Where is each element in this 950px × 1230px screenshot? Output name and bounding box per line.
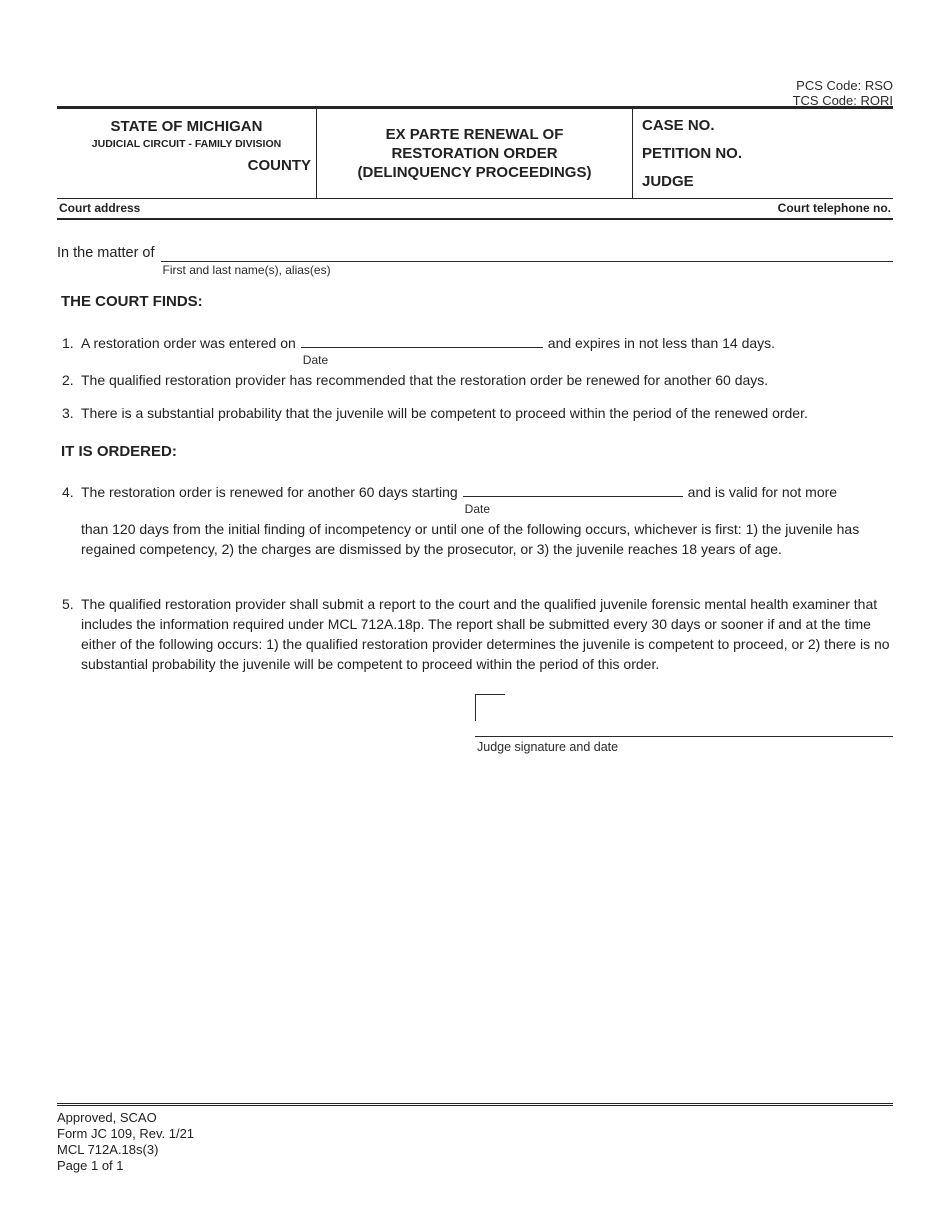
order-5-text: The qualified restoration provider shall submit a report to the court and the qualified juvenile forensic mental health examiner that includes the information required under MCL 712A.18p. The report shall be submitted every 30 days or sooner if and at the time either of the following occurs: 1) the qualified restoration provider determines the juvenile is competent to proceed, or 2) there is no substantial probability the juvenile will be competent to proceed within the period of this order. xyxy=(81,596,890,672)
page-number-label: Page 1 of 1 xyxy=(57,1158,124,1173)
signature-box-corner xyxy=(475,694,505,721)
judge-label: JUDGE xyxy=(642,173,694,190)
court-address-label: Court address xyxy=(59,201,141,215)
petition-no-label: PETITION NO. xyxy=(642,145,743,162)
finding-1-text-after: and expires in not less than 14 days. xyxy=(547,335,776,351)
judge-signature-field[interactable] xyxy=(475,736,893,737)
finding-item-1 xyxy=(62,333,890,367)
matter-of-row xyxy=(57,243,893,277)
order-item-5 xyxy=(62,594,890,674)
finding-3-text: There is a substantial probability that the juvenile will be competent to proceed within the period of the renewed order. xyxy=(81,405,808,421)
finding-1-number: 1. xyxy=(62,335,74,351)
finding-1-text-before: A restoration order was entered on xyxy=(81,335,296,351)
approved-scao-label: Approved, SCAO xyxy=(57,1110,157,1125)
judge-signature-caption: Judge signature and date xyxy=(477,740,619,754)
form-title-line-3: (DELINQUENCY PROCEEDINGS) xyxy=(357,164,592,181)
court-telephone-label: Court telephone no. xyxy=(777,201,891,215)
it-is-ordered-heading: IT IS ORDERED: xyxy=(61,443,177,460)
tcs-code: TCS Code: RORI xyxy=(792,93,893,108)
footer-block xyxy=(57,1110,194,1174)
juvenile-name-hint: First and last name(s), alias(es) xyxy=(162,263,331,277)
form-header-box xyxy=(57,106,893,220)
renewal-start-date-hint: Date xyxy=(464,502,491,516)
county-label: COUNTY xyxy=(247,157,311,174)
form-title-line-2: RESTORATION ORDER xyxy=(391,145,558,162)
finding-2-number: 2. xyxy=(62,372,74,388)
form-number-label: Form JC 109, Rev. 1/21 xyxy=(57,1126,195,1141)
state-label: STATE OF MICHIGAN xyxy=(110,118,263,135)
footer-double-rule xyxy=(57,1103,893,1106)
finding-item-2 xyxy=(62,370,890,390)
order-item-4 xyxy=(62,482,890,559)
judicial-circuit-label: JUDICIAL CIRCUIT - FAMILY DIVISION xyxy=(91,138,282,150)
pcs-code: PCS Code: RSO xyxy=(796,78,893,93)
order-4-continuation: than 120 days from the initial finding of incompetency or until one of the following occurs, whichever is first: 1) the juvenile has regained competency, 2) the charges are dismissed by the prosecutor, or 3) the juvenile reaches 18 years of age. xyxy=(81,521,860,557)
case-info-cell xyxy=(633,109,893,198)
matter-of-label: In the matter of xyxy=(57,245,155,261)
order-entered-date-field[interactable] xyxy=(301,334,543,367)
finding-3-number: 3. xyxy=(62,405,74,421)
court-identity-cell xyxy=(57,109,317,198)
order-4-text-before: The restoration order is renewed for another 60 days starting xyxy=(81,484,458,500)
header-row xyxy=(57,109,893,199)
order-4-text-after: and is valid for not more xyxy=(687,484,838,500)
order-entered-date-hint: Date xyxy=(302,353,329,367)
form-codes xyxy=(793,78,893,108)
juvenile-name-field[interactable] xyxy=(161,243,893,277)
finding-item-3 xyxy=(62,403,890,423)
renewal-start-date-field[interactable] xyxy=(463,483,683,516)
mcl-citation-label: MCL 712A.18s(3) xyxy=(57,1142,159,1157)
finding-2-text: The qualified restoration provider has recommended that the restoration order be renewed for another 60 days. xyxy=(81,372,769,388)
order-5-number: 5. xyxy=(62,596,74,612)
order-4-number: 4. xyxy=(62,484,74,500)
form-title-line-1: EX PARTE RENEWAL OF xyxy=(385,126,564,143)
form-title-cell xyxy=(317,109,633,198)
court-finds-heading: THE COURT FINDS: xyxy=(61,293,203,310)
case-no-label: CASE NO. xyxy=(642,117,715,134)
court-contact-row xyxy=(57,199,893,220)
